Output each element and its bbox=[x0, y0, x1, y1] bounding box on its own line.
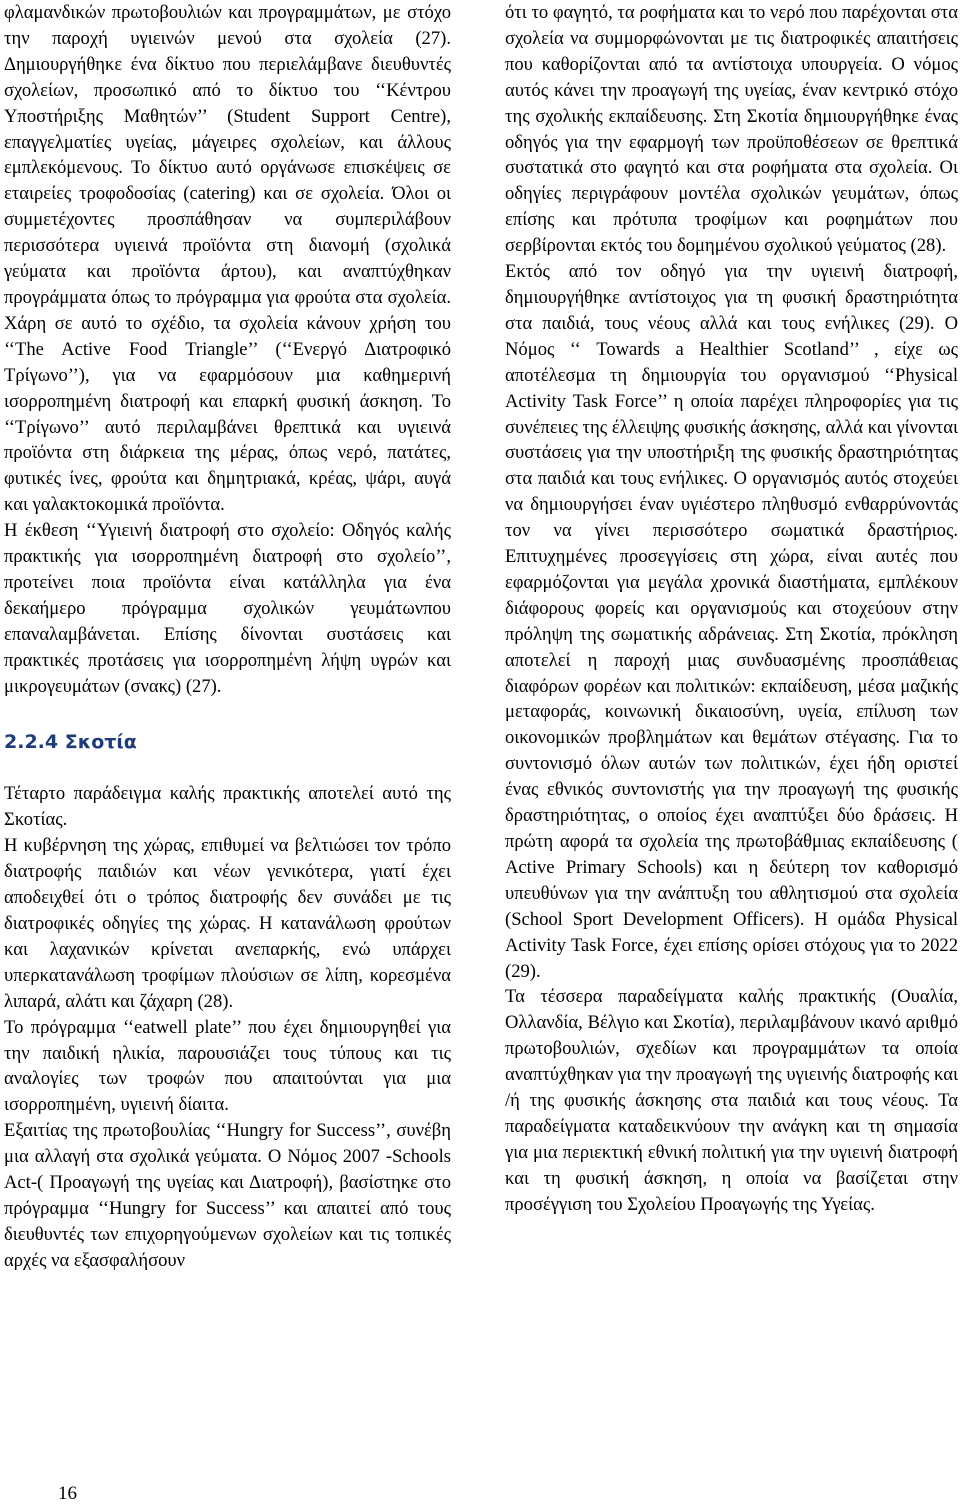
paragraph-hungry-for-success: Εξαιτίας της πρωτοβουλίας ‘‘Hungry for Success’’, συνέβη μια αλλαγή στα σχολικά γεύματα. Ο Νόμος 2007 -Schools Act-( Προαγωγή της υγείας και Διατροφή), βασίστηκε στο πρόγραμμα ‘‘Hungry for Success’’ και απαιτεί από τους διευθυντές των επιχορηγούμενων σχολείων και τις τοπικές αρχές να εξασφαλήσουν bbox=[4, 1120, 451, 1271]
paragraph-scotland-intro: Τέταρτο παράδειγμα καλής πρακτικής αποτελεί αυτό της Σκοτίας. bbox=[4, 783, 451, 831]
paragraph-school-food-law: ότι το φαγητό, τα ροφήματα και το νερό που παρέχονται στα σχολεία να συμμορφώνονται με τις διατροφικές απαιτήσεις που καθορίζονται από τα αντίστοιχα υπουργεία. Ο νόμος αυτός κάνει την προαγωγή της υγείας, έναν κεντρικό στόχο της σχολικής εκπαίδευσης. Στη Σκοτία δημιουργήθηκε ένας οδηγός για την εφαρμογή των προϋποθέσεων σε θρεπτικά συστατικά στο φαγητό και στα ροφήματα στα σχολεία. Οι οδηγίες περιγράφουν μοντέλα σχολικών γευμάτων, όπως επίσης και πρότυπα τροφίμων και ροφημάτων που σερβίρονται εκτός του δομημένου σχολικού γεύματος (28). bbox=[505, 2, 958, 257]
paragraph-eatwell-plate: Το πρόγραμμα ‘‘eatwell plate’’ που έχει δημιουργηθεί για την παιδική ηλικία, παρουσιάζει τους τύπους και τις αναλογίες των τροφών που απαιτούνται για μια ισορροπημένη, υγιεινή δίαιτα. bbox=[4, 1016, 451, 1116]
paragraph-flemish-network: φλαμανδικών πρωτοβουλιών και προγραμμάτων, με στόχο την παροχή υγιεινών μενού στα σχολεία (27). Δημιουργήθηκε ένα δίκτυο που περιελάμβανε διευθυντές σχολείων, προσωπικό από το δίκτυο του ‘‘Κέντρου Υποστήριξης Μαθητών’’ (Student Support Centre), επαγγελματίες υγείας, μάγειρες σχολείων, και άλλους εμπλεκόμενους. Το δίκτυο αυτό οργάνωσε επισκέψεις σε εταιρείες τροφοδοσίας (catering) και σε σχολεία. Όλοι οι συμμετέχοντες προσπάθησαν να συμπεριλάβουν περισσότερα υγιεινά προϊόντα στη διανομή (σχολικά γεύματα και προϊόντα άρτου), και αναπτύχθηκαν προγράμματα όπως το πρόγραμμα για φρούτα στα σχολεία. Χάρη σε αυτό το σχέδιο, τα σχολεία κάνουν χρήση του ‘‘The Active Food Triangle’’ (‘‘Ενεργό Διατροφικό Τρίγωνο’’), για να εφαρμόσουν μια καθημερινή ισορροπημένη διατροφή και επαρκή φυσική άσκηση. Το ‘‘Τρίγωνο’’ αυτό περιλαμβάνει θρεπτικά και υγιεινά προϊόντα στη διάρκεια της μέρας, όπως νερό, πατάτες, φυτικές ίνες, φρούτα και δημητριακά, κρέας, ψάρι, αυγά και γαλακτοκομικά προϊόντα. bbox=[4, 2, 451, 516]
paragraph-conclusion: Τα τέσσερα παραδείγματα καλής πρακτικής (Ουαλία, Ολλανδία, Βέλγιο και Σκοτία), περιλαμβάνουν ικανό αριθμό πρωτοβουλιών, σχεδίων και προγραμμάτων τα οποία αναπτύχθηκαν για την προαγωγή της υγιεινής διατροφής και /ή της φυσικής άσκησης στα παιδιά και τους νέους. Τα παραδείγματα καταδεικνύουν την ανάγκη και τη σημασία για μια περιεκτική εθνική πολιτική για την υγιεινή διατροφή και τη φυσική άσκηση, η οποία να βασίζεται στην προσέγγιση του Σχολείου Προαγωγής της Υγείας. bbox=[505, 986, 958, 1215]
left-column bbox=[4, 0, 451, 1274]
right-column bbox=[505, 0, 958, 1218]
paragraph-physical-activity: Εκτός από τον οδηγό για την υγιεινή διατροφή, δημιουργήθηκε αντίστοιχος για τη φυσική δραστηριότητα στα παιδιά, τους νέους αλλά και τους ενήλικες (29). Ο Νόμος ‘‘ Towards a Healthier Scotland’’ , είχε ως αποτέλεσμα τη δημιουργία του οργανισμού ‘‘Physical Activity Task Force’’ η οποία παρέχει πληροφορίες για τις συνέπειες της έλλειψης φυσικής άσκησης, αλλά και γίνονται συστάσεις για την υποστήριξη της φυσικής δραστηριότητας στα παιδιά και τους ενήλικες. Ο οργανισμός αυτός στοχεύει να δημιουργήσει έναν υγιέστερο πληθυσμό ενθαρρύνοντάς τον να γίνει περισσότερο σωματικά δραστήριος. Επιτυχημένες προσεγγίσεις στη χώρα, είναι αυτές που εφαρμόζονται για μεγάλα χρονικά διαστήματα, εμπλέκουν διάφορους φορείς και οργανισμούς και στοχεύουν στην πρόληψη της σωματικής αδράνειας. Στη Σκοτία, πρόκληση αποτελεί η παροχή μιας συνδυασμένης προσπάθειας διαφόρων φορέων και πολιτικών: εκπαίδευση, μέσα μαζικής μεταφοράς, κοινωνική δικαιοσύνη, υγεία, επίλυση των οικονομικών προβλημάτων και θεμάτων στέγασης. Για το συντονισμό όλων αυτών των πολιτικών, έχει ήδη οριστεί ένας εθνικός συντονιστής για την προαγωγή της φυσικής δραστηριότητας, ο οποίος έχει αναπτύξει δύο δράσεις. Η πρώτη αφορά τα σχολεία της πρωτοβάθμιας εκπαίδευσης ( Active Primary Schools) και η δεύτερη τον καθορισμό υπευθύνων για την ανάπτυξη του αθλητισμού στα σχολεία (School Sport Development Officers). Η ομάδα Physical Activity Task Force, έχει επίσης ορίσει στόχους για το 2022 (29). bbox=[505, 261, 958, 982]
paragraph-scotland-government: Η κυβέρνηση της χώρας, επιθυμεί να βελτιώσει τον τρόπο διατροφής παιδιών και νέων γενικότερα, γιατί έχει αποδειχθεί ότι ο τρόπος διατροφής δεν συνάδει με τις διατροφικές οδηγίες της χώρας. Η κατανάλωση φρούτων και λαχανικών κρίνεται ανεπαρκής, ενώ υπάρχει υπερκατανάλωση τροφίμων πλούσιων σε λίπη, κορεσμένα λιπαρά, αλάτι και ζάχαρη (28). bbox=[4, 835, 451, 1012]
page-number: 16 bbox=[58, 1483, 77, 1504]
section-heading-scotland: 2.2.4 Σκοτία bbox=[4, 731, 137, 754]
paragraph-healthy-diet-report: Η έκθεση ‘‘Υγιεινή διατροφή στο σχολείο: Οδηγός καλής πρακτικής για ισορροπημένη διατροφή στο σχολείο’’, προτείνει ποια προϊόντα είναι κατάλληλα για ένα δεκαήμερο πρόγραμμα σχολικών γευμάτωνπου επαναλαμβάνεται. Επίσης δίνονται συστάσεις και πρακτικές προτάσεις για ισορροπημένη λήψη υγρών και μικρογευμάτων (σνακς) (27). bbox=[4, 520, 451, 697]
